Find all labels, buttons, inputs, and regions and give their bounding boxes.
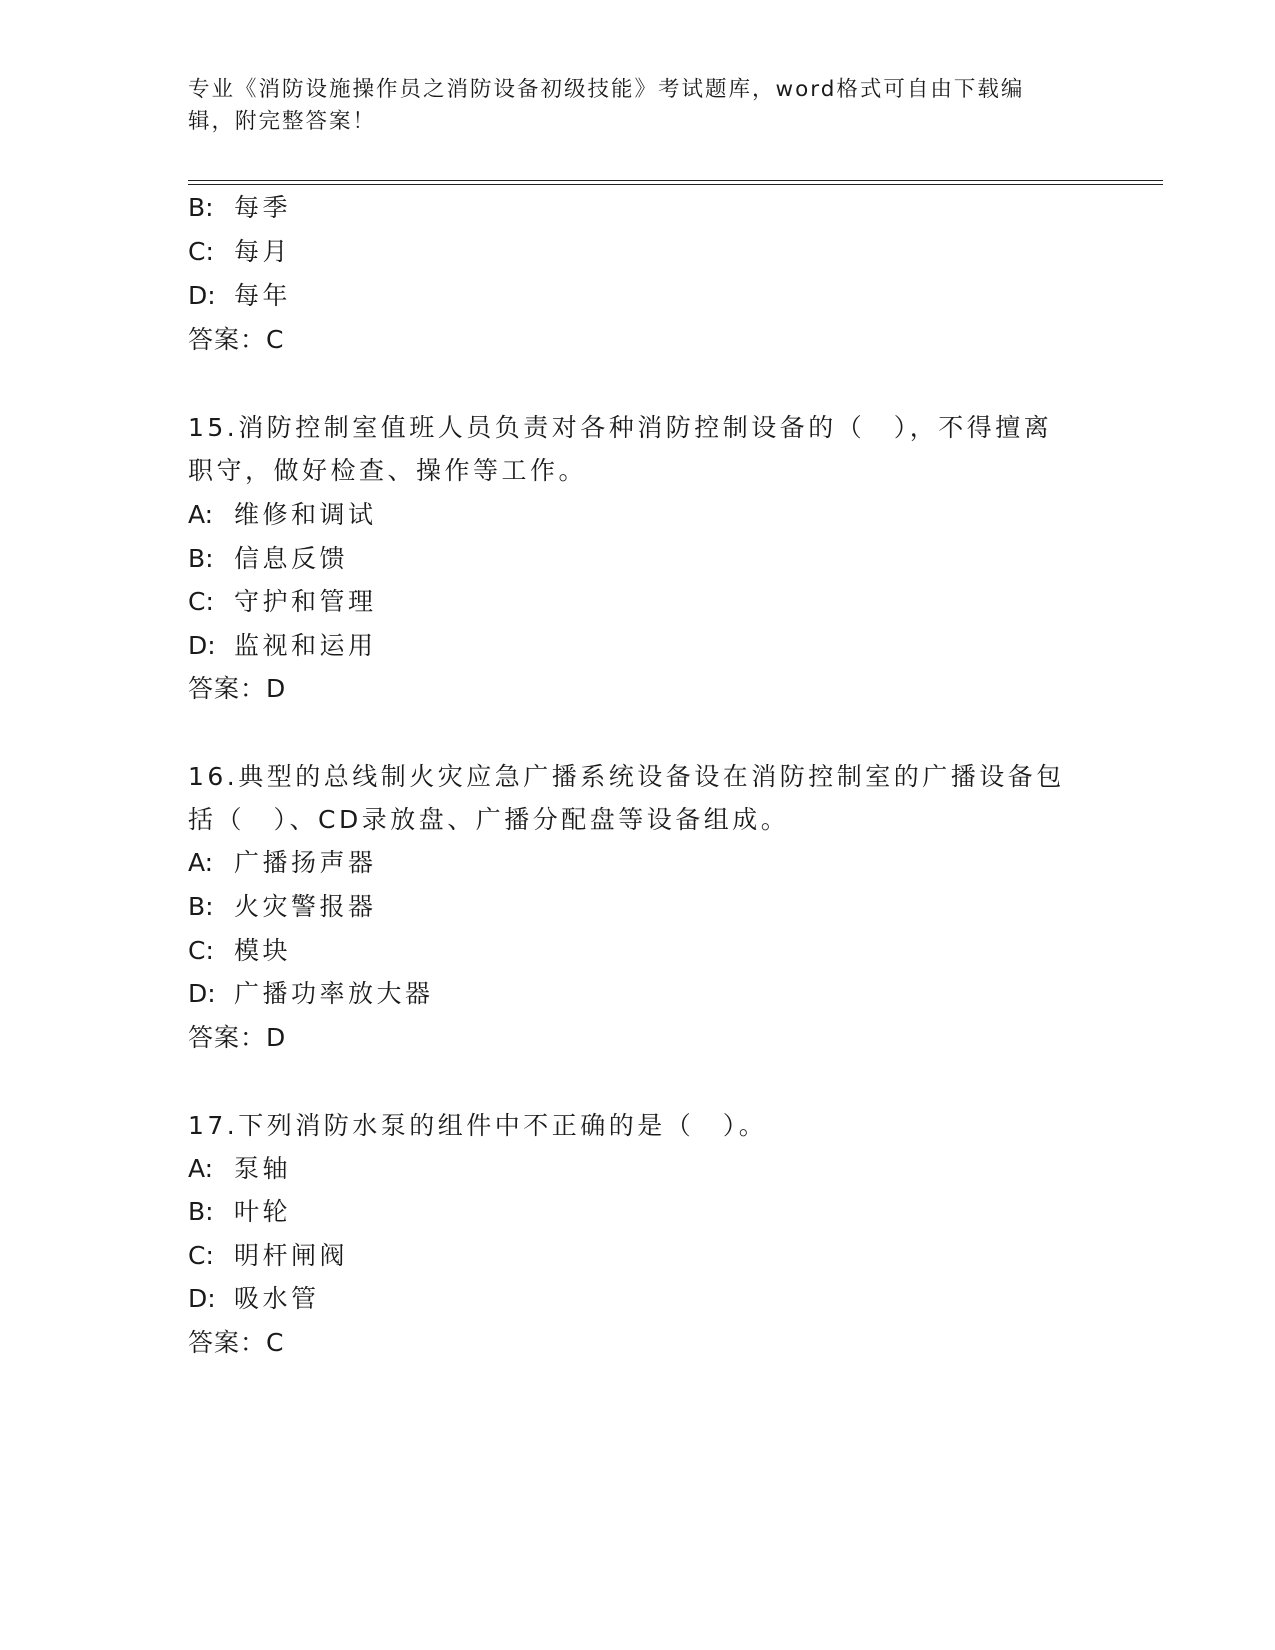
prev-answer	[188, 324, 284, 356]
option-text: 广播扬声器	[234, 848, 377, 877]
option-key: B:	[188, 892, 214, 921]
answer-label: 答案：	[188, 1328, 267, 1357]
option-text: 守护和管理	[234, 587, 377, 616]
answer-value: C	[266, 1328, 285, 1357]
option-key: D:	[188, 281, 216, 310]
option-key: C:	[188, 1241, 214, 1270]
q16-stem-line-2: 括（ ）、CD录放盘、广播分配盘等设备组成。	[188, 805, 790, 834]
q15-option-b	[188, 543, 348, 575]
q16-option-a	[188, 847, 377, 879]
header-line-1: 专业《消防设施操作员之消防设备初级技能》考试题库，word格式可自由下载编	[188, 77, 1025, 102]
option-text: 信息反馈	[234, 544, 349, 573]
option-text: 每季	[234, 193, 292, 222]
prev-option-d	[188, 280, 291, 312]
option-text: 广播功率放大器	[234, 979, 434, 1008]
option-text: 监视和运用	[234, 631, 377, 660]
q16-option-d	[188, 978, 434, 1010]
q15-stem-line-2: 职守，做好检查、操作等工作。	[188, 456, 588, 485]
option-text: 每月	[234, 237, 292, 266]
q17-option-d	[188, 1283, 320, 1315]
answer-value: D	[266, 674, 287, 703]
option-key: C:	[188, 237, 214, 266]
prev-option-b	[188, 192, 291, 224]
prev-option-c	[188, 236, 291, 268]
option-key: B:	[188, 544, 214, 573]
header-line-2: 辑，附完整答案！	[188, 109, 377, 134]
q17-option-c	[188, 1240, 348, 1272]
option-key: B:	[188, 193, 214, 222]
option-text: 吸水管	[234, 1284, 320, 1313]
q17-stem-line-1: 17.下列消防水泵的组件中不正确的是（ ）。	[188, 1111, 768, 1140]
answer-label: 答案：	[188, 674, 267, 703]
q15-answer	[188, 673, 286, 705]
answer-value: D	[266, 1023, 287, 1052]
answer-label: 答案：	[188, 1023, 267, 1052]
option-key: C:	[188, 587, 214, 616]
page-header	[188, 74, 1068, 138]
q15-option-a	[188, 499, 377, 531]
option-key: D:	[188, 631, 216, 660]
option-text: 泵轴	[234, 1154, 292, 1183]
option-text: 模块	[234, 936, 292, 965]
option-key: D:	[188, 979, 216, 1008]
q15-option-c	[188, 586, 377, 618]
q17-answer	[188, 1327, 284, 1359]
header-divider-bottom	[188, 184, 1163, 185]
option-key: A:	[188, 848, 214, 877]
q15-option-d	[188, 630, 377, 662]
option-text: 明杆闸阀	[234, 1241, 349, 1270]
q17-option-a	[188, 1153, 291, 1185]
option-key: D:	[188, 1284, 216, 1313]
option-text: 维修和调试	[234, 500, 377, 529]
option-text: 火灾警报器	[234, 892, 377, 921]
q16-option-c	[188, 935, 291, 967]
option-key: C:	[188, 936, 214, 965]
option-text: 每年	[234, 281, 292, 310]
q16-stem-line-1: 16.典型的总线制火灾应急广播系统设备设在消防控制室的广播设备包	[188, 762, 1065, 791]
answer-label: 答案：	[188, 325, 267, 354]
q16-answer	[188, 1022, 286, 1054]
q15-stem-line-1: 15.消防控制室值班人员负责对各种消防控制设备的（ ），不得擅离	[188, 413, 1053, 442]
option-key: A:	[188, 1154, 214, 1183]
q16-option-b	[188, 891, 377, 923]
header-divider-top	[188, 180, 1163, 181]
answer-value: C	[266, 325, 285, 354]
option-key: A:	[188, 500, 214, 529]
q17-option-b	[188, 1196, 291, 1228]
option-key: B:	[188, 1197, 214, 1226]
option-text: 叶轮	[234, 1197, 292, 1226]
